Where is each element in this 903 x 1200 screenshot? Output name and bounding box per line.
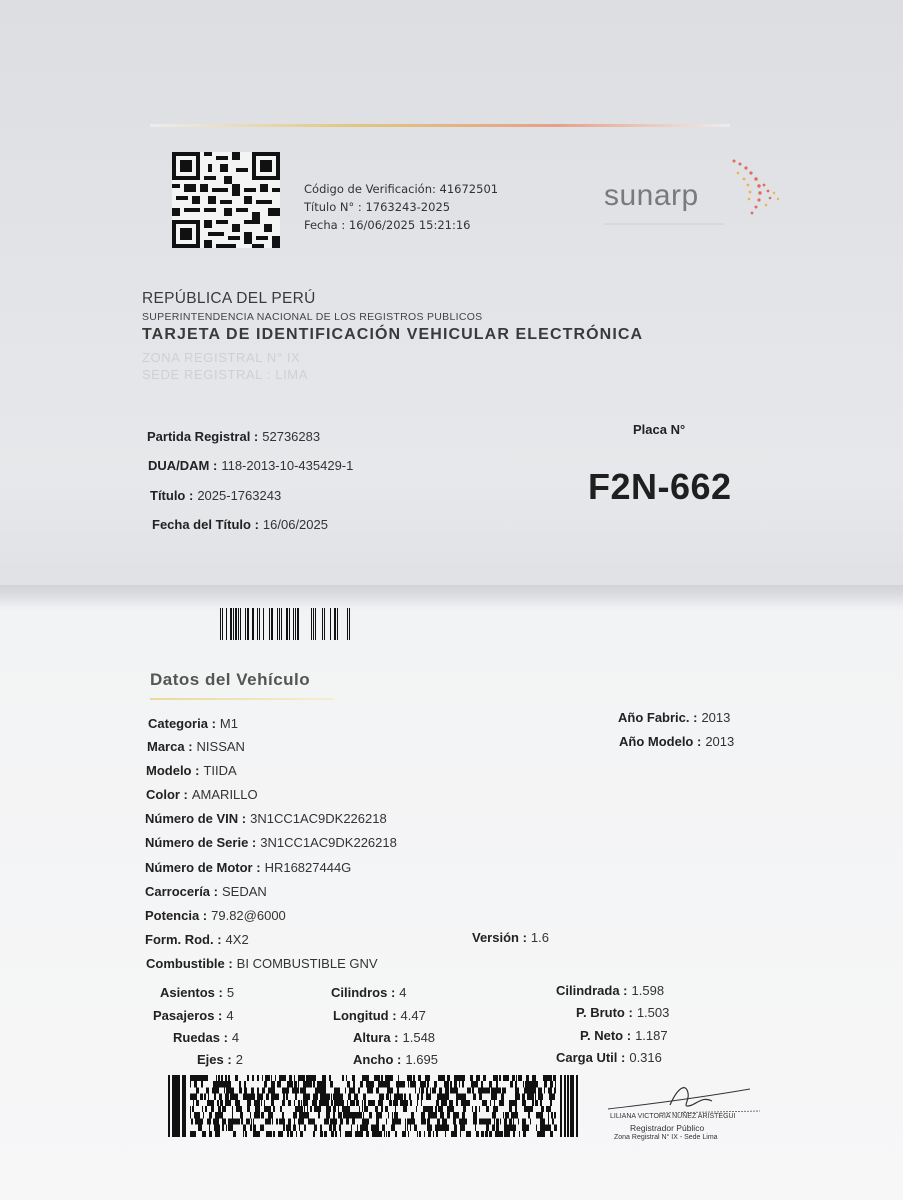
sunarp-dots-logo-icon [726, 155, 786, 225]
document-header [142, 290, 643, 382]
cilindrada-label: Cilindrada : [556, 983, 628, 998]
combustible-value: BI COMBUSTIBLE GNV [236, 956, 378, 971]
titulo-value: 2025-1763243 [197, 488, 282, 503]
sunarp-logo [604, 175, 784, 235]
fecha-titulo-value: 16/06/2025 [262, 517, 328, 532]
qr-code-icon [172, 152, 280, 248]
anofab-label: Año Fabric. : [618, 710, 698, 725]
fecha-titulo-label: Fecha del Título : [152, 517, 259, 532]
cargautil-value: 0.316 [629, 1050, 662, 1065]
ejes-label: Ejes : [197, 1052, 232, 1067]
motor-label: Número de Motor : [145, 860, 261, 875]
color-label: Color : [146, 787, 188, 802]
signatory-name: LILIANA VICTORIA NUÑEZ ARISTEGUI [610, 1113, 736, 1120]
pbruto-label: P. Bruto : [576, 1005, 633, 1020]
logo-text: sunarp [604, 179, 699, 212]
version-label: Versión : [472, 930, 527, 945]
serie-value: 3N1CC1AC9DK226218 [260, 835, 397, 850]
signatory-zone: Zona Registral N° IX - Sede Lima [614, 1134, 718, 1141]
version-value: 1.6 [530, 930, 549, 945]
cilindrada-row [556, 980, 664, 999]
vehicle-section-underline [150, 698, 334, 700]
potencia-label: Potencia : [145, 908, 208, 923]
altura-value: 1.548 [402, 1030, 436, 1045]
serie-label: Número de Serie : [145, 835, 257, 850]
altura-label: Altura : [353, 1030, 399, 1045]
formrod-value: 4X2 [225, 932, 249, 947]
pneto-label: P. Neto : [580, 1028, 632, 1043]
longitud-value: 4.47 [400, 1008, 426, 1023]
combustible-row [146, 953, 378, 972]
vehicle-section-title: Datos del Vehículo [150, 670, 311, 689]
dua-row [148, 455, 353, 474]
vin-row [145, 808, 387, 827]
cargautil-row [556, 1047, 662, 1066]
carroceria-row [145, 881, 267, 900]
modelo-row [146, 760, 237, 779]
ejes-value: 2 [235, 1052, 243, 1067]
potencia-value: 79.82@6000 [211, 908, 286, 923]
partida-value: 52736283 [262, 429, 321, 444]
republica-heading: REPÚBLICA DEL PERÚ [142, 290, 316, 307]
categoria-value: M1 [219, 716, 238, 731]
motor-row [145, 857, 351, 876]
pasajeros-value: 4 [226, 1008, 234, 1023]
ancho-row [353, 1049, 438, 1068]
pasajeros-row [153, 1005, 234, 1024]
pbruto-row [576, 1002, 669, 1021]
motor-value: HR16827444G [264, 860, 352, 875]
titulo-row [150, 485, 281, 504]
serie-row [145, 832, 397, 851]
marca-label: Marca : [147, 739, 193, 754]
ancho-label: Ancho : [353, 1052, 402, 1067]
cilindros-row [331, 982, 407, 1001]
sede-registral: SEDE REGISTRAL : LIMA [142, 367, 308, 382]
categoria-row [148, 713, 238, 732]
anomod-value: 2013 [705, 734, 735, 749]
placa-label: Placa N° [633, 422, 686, 437]
pdf417-barcode-icon [168, 1075, 580, 1137]
signatory-role: Registrador Público [630, 1123, 705, 1133]
marca-value: NISSAN [196, 739, 245, 754]
carroceria-label: Carrocería : [145, 884, 218, 899]
cargautil-label: Carga Util : [556, 1050, 626, 1065]
anomod-label: Año Modelo : [619, 734, 702, 749]
titulo-label: Título : [150, 488, 194, 503]
combustible-label: Combustible : [146, 956, 233, 971]
pneto-row [580, 1025, 668, 1044]
formrod-label: Form. Rod. : [145, 932, 222, 947]
ruedas-row [173, 1027, 239, 1046]
formrod-row [145, 929, 249, 948]
dua-value: 118-2013-10-435429-1 [221, 458, 354, 473]
anofab-row [618, 707, 730, 726]
placa-value: F2N-662 [588, 466, 732, 507]
ruedas-label: Ruedas : [173, 1030, 228, 1045]
longitud-label: Longitud : [333, 1008, 397, 1023]
paper-fold-shadow [0, 585, 903, 607]
carroceria-value: SEDAN [221, 884, 267, 899]
categoria-label: Categoria : [148, 716, 216, 731]
header-accent-line [150, 124, 730, 127]
color-row [146, 784, 258, 803]
partida-label: Partida Registral : [147, 429, 259, 444]
anofab-value: 2013 [701, 710, 731, 725]
asientos-value: 5 [226, 985, 235, 1000]
longitud-row [333, 1005, 426, 1024]
potencia-row [145, 905, 286, 924]
ejes-row [197, 1049, 243, 1068]
partida-row [147, 426, 320, 445]
vin-value: 3N1CC1AC9DK226218 [250, 811, 387, 826]
cilindros-label: Cilindros : [331, 985, 396, 1000]
marca-row [147, 736, 245, 755]
anomod-row [619, 731, 734, 750]
asientos-row [160, 982, 234, 1001]
verification-code: Código de Verificación: 41672501 [304, 182, 499, 196]
document-title: TARJETA DE IDENTIFICACIÓN VEHICULAR ELECTRÓNICA [142, 326, 644, 343]
modelo-value: TIIDA [203, 763, 237, 778]
pasajeros-label: Pasajeros : [153, 1008, 223, 1023]
version-row [472, 927, 549, 946]
pneto-value: 1.187 [635, 1028, 668, 1043]
verification-block [304, 180, 498, 234]
verification-title-number: Título N° : 1763243-2025 [304, 200, 451, 214]
altura-row [353, 1027, 435, 1046]
cilindros-value: 4 [399, 985, 407, 1000]
superintendencia-heading: SUPERINTENDENCIA NACIONAL DE LOS REGISTROS PUBLICOS [142, 311, 483, 323]
fecha-titulo-row [152, 514, 328, 533]
logo-underline [604, 223, 724, 225]
asientos-label: Asientos : [160, 985, 223, 1000]
modelo-label: Modelo : [146, 763, 200, 778]
ancho-value: 1.695 [405, 1052, 438, 1067]
ruedas-value: 4 [231, 1030, 240, 1045]
dua-label: DUA/DAM : [148, 458, 218, 473]
color-value: AMARILLO [191, 787, 258, 802]
verification-date: Fecha : 16/06/2025 15:21:16 [304, 218, 471, 232]
vin-label: Número de VIN : [145, 811, 247, 826]
barcode-icon [218, 608, 352, 640]
cilindrada-value: 1.598 [631, 983, 665, 998]
zona-registral: ZONA REGISTRAL N° IX [142, 350, 301, 365]
pbruto-value: 1.503 [636, 1005, 670, 1020]
